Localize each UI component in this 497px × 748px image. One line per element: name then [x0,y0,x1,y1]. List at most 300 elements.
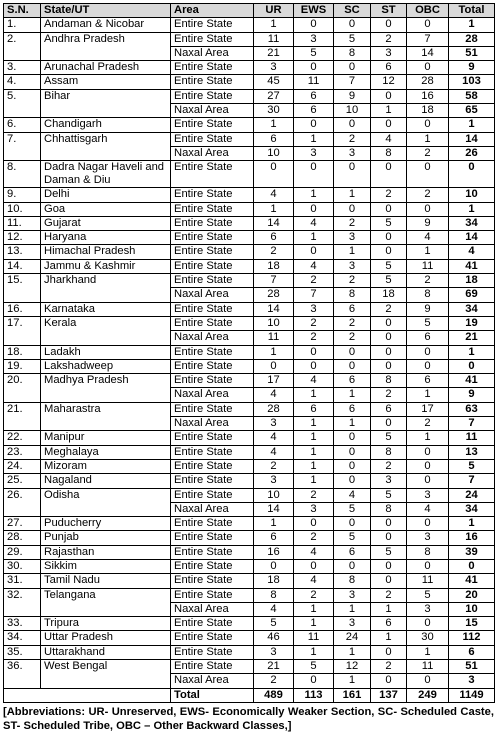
cell-st: 12 [371,75,407,89]
cell-area: Entire State [171,202,254,216]
cell-sc: 5 [334,531,371,545]
table-row [4,559,495,573]
cell-ur: 2 [254,245,294,259]
table-row [4,374,495,388]
cell-sc: 10 [334,104,371,118]
cell-ews: 2 [294,488,334,502]
cell-st: 0 [371,118,407,132]
cell-sc: 0 [334,559,371,573]
cell-st: 0 [371,417,407,431]
cell-st: 0 [371,359,407,373]
cell-sc: 8 [334,46,371,60]
cell-state: Karnataka [41,302,171,316]
cell-obc: 17 [407,402,449,416]
cell-state: Andhra Pradesh [41,32,171,61]
cell-total: 10 [449,602,495,616]
cell-state: Meghalaya [41,445,171,459]
cell-sc: 0 [334,202,371,216]
cell-area: Entire State [171,431,254,445]
table-row [4,216,495,230]
cell-obc: 2 [407,146,449,160]
cell-obc: 9 [407,302,449,316]
cell-sc: 6 [334,545,371,559]
cell-area: Entire State [171,188,254,202]
cell-total: 1 [449,517,495,531]
cell-sc: 1 [334,645,371,659]
cell-total: 13 [449,445,495,459]
cell-ur: 1 [254,202,294,216]
cell-sn: 2. [4,32,41,61]
cell-sn: 12. [4,231,41,245]
cell-sn: 26. [4,488,41,517]
cell-ews: 2 [294,316,334,330]
cell-ur: 3 [254,474,294,488]
table-row [4,631,495,645]
cell-total: 51 [449,660,495,674]
cell-obc: 9 [407,216,449,230]
cell-sc: 1 [334,245,371,259]
cell-ews: 2 [294,331,334,345]
cell-ews: 11 [294,75,334,89]
cell-ur: 45 [254,75,294,89]
cell-ur: 14 [254,302,294,316]
table-row [4,89,495,103]
cell-state: Dadra Nagar Haveli and Daman & Diu [41,161,171,188]
cell-st: 0 [371,559,407,573]
cell-obc: 0 [407,202,449,216]
table-row [4,231,495,245]
cell-area: Entire State [171,359,254,373]
table-body [4,18,495,703]
cell-ews: 2 [294,274,334,288]
cell-ur: 46 [254,631,294,645]
cell-sc: 0 [334,517,371,531]
cell-ur: 10 [254,316,294,330]
cell-area: Entire State [171,459,254,473]
table-row [4,61,495,75]
cell-area: Naxal Area [171,104,254,118]
header-row [4,4,495,18]
cell-st: 0 [371,161,407,188]
cell-ur: 6 [254,132,294,146]
cell-area: Entire State [171,118,254,132]
cell-obc: 0 [407,345,449,359]
cell-st: 0 [371,89,407,103]
cell-st: 8 [371,502,407,516]
totals-sc: 161 [334,688,371,702]
cell-st: 0 [371,517,407,531]
cell-ews: 5 [294,660,334,674]
cell-state: Kerala [41,316,171,345]
totals-ews: 113 [294,688,334,702]
cell-sc: 0 [334,474,371,488]
cell-obc: 2 [407,417,449,431]
cell-state: Uttarakhand [41,645,171,659]
cell-sn: 32. [4,588,41,617]
cell-st: 4 [371,132,407,146]
cell-st: 0 [371,316,407,330]
cell-st: 8 [371,445,407,459]
cell-state: Puducherry [41,517,171,531]
cell-sn: 18. [4,345,41,359]
cell-sc: 2 [334,274,371,288]
cell-state: Mizoram [41,459,171,473]
cell-obc: 5 [407,588,449,602]
cell-st: 1 [371,631,407,645]
cell-ur: 4 [254,388,294,402]
cell-ews: 3 [294,146,334,160]
cell-st: 5 [371,431,407,445]
table-row [4,574,495,588]
cell-sc: 3 [334,146,371,160]
header-ews: EWS [294,4,334,18]
cell-ews: 0 [294,517,334,531]
cell-sc: 0 [334,345,371,359]
cell-total: 34 [449,502,495,516]
cell-area: Naxal Area [171,674,254,688]
header-ur: UR [254,4,294,18]
cell-total: 24 [449,488,495,502]
cell-obc: 4 [407,231,449,245]
cell-ur: 1 [254,517,294,531]
cell-state: Ladakh [41,345,171,359]
cell-ur: 3 [254,417,294,431]
cell-ews: 0 [294,118,334,132]
totals-blank-cell [4,688,171,702]
cell-ews: 4 [294,216,334,230]
cell-total: 15 [449,617,495,631]
cell-total: 1 [449,18,495,32]
cell-sn: 33. [4,617,41,631]
cell-obc: 3 [407,488,449,502]
cell-state: Maharastra [41,402,171,431]
cell-ur: 8 [254,588,294,602]
cell-area: Entire State [171,402,254,416]
cell-total: 63 [449,402,495,416]
cell-ur: 3 [254,61,294,75]
table-row [4,161,495,188]
cell-sn: 31. [4,574,41,588]
cell-ews: 1 [294,417,334,431]
cell-obc: 2 [407,188,449,202]
cell-sc: 7 [334,75,371,89]
cell-ur: 2 [254,674,294,688]
cell-sc: 0 [334,118,371,132]
cell-st: 8 [371,146,407,160]
table-row [4,32,495,46]
cell-obc: 14 [407,46,449,60]
cell-st: 6 [371,61,407,75]
cell-ews: 1 [294,132,334,146]
cell-total: 112 [449,631,495,645]
cell-state: Nagaland [41,474,171,488]
cell-ews: 0 [294,345,334,359]
cell-obc: 2 [407,274,449,288]
cell-st: 2 [371,459,407,473]
table-row [4,245,495,259]
cell-ews: 4 [294,545,334,559]
cell-sc: 5 [334,32,371,46]
cell-total: 21 [449,331,495,345]
cell-state: West Bengal [41,660,171,689]
cell-obc: 3 [407,531,449,545]
header-obc: OBC [407,4,449,18]
cell-obc: 18 [407,104,449,118]
cell-ews: 3 [294,32,334,46]
totals-label: Total [171,688,254,702]
cell-state: Chhattisgarh [41,132,171,161]
cell-obc: 0 [407,617,449,631]
cell-ur: 18 [254,574,294,588]
cell-ews: 1 [294,188,334,202]
cell-sc: 0 [334,61,371,75]
cell-obc: 0 [407,445,449,459]
cell-ews: 0 [294,559,334,573]
cell-sn: 16. [4,302,41,316]
cell-area: Naxal Area [171,46,254,60]
cell-sn: 23. [4,445,41,459]
cell-total: 41 [449,259,495,273]
cell-total: 6 [449,645,495,659]
cell-area: Entire State [171,161,254,188]
cell-area: Entire State [171,617,254,631]
cell-area: Entire State [171,588,254,602]
cell-ur: 4 [254,431,294,445]
cell-obc: 0 [407,559,449,573]
cell-sn: 10. [4,202,41,216]
table-row [4,132,495,146]
cell-total: 34 [449,216,495,230]
cell-ews: 1 [294,445,334,459]
cell-area: Entire State [171,474,254,488]
cell-total: 10 [449,188,495,202]
cell-area: Entire State [171,274,254,288]
cell-ews: 1 [294,602,334,616]
cell-st: 0 [371,231,407,245]
abbreviations-note: [Abbreviations: UR- Unreserved, EWS- Economically Weaker Section, SC- Scheduled Caste, ST- Scheduled Tribe, OBC – Other Backward Classes,] [3,706,494,732]
cell-sc: 0 [334,161,371,188]
table-row [4,274,495,288]
cell-sc: 2 [334,216,371,230]
table-row [4,302,495,316]
cell-area: Naxal Area [171,417,254,431]
cell-area: Entire State [171,231,254,245]
cell-ur: 0 [254,161,294,188]
cell-st: 5 [371,488,407,502]
cell-ur: 11 [254,32,294,46]
cell-area: Entire State [171,660,254,674]
cell-ews: 11 [294,631,334,645]
cell-ews: 1 [294,231,334,245]
cell-state: Tamil Nadu [41,574,171,588]
totals-st: 137 [371,688,407,702]
cell-sn: 6. [4,118,41,132]
table-row [4,316,495,330]
cell-area: Naxal Area [171,146,254,160]
cell-total: 65 [449,104,495,118]
cell-sc: 0 [334,445,371,459]
cell-st: 3 [371,46,407,60]
cell-st: 0 [371,345,407,359]
cell-sc: 1 [334,417,371,431]
cell-ews: 0 [294,202,334,216]
cell-obc: 16 [407,89,449,103]
cell-total: 20 [449,588,495,602]
cell-obc: 0 [407,459,449,473]
header-area: Area [171,4,254,18]
cell-obc: 1 [407,431,449,445]
table-row [4,359,495,373]
cell-area: Entire State [171,18,254,32]
cell-ews: 3 [294,302,334,316]
table-row [4,202,495,216]
cell-st: 0 [371,18,407,32]
totals-ur: 489 [254,688,294,702]
cell-sn: 36. [4,660,41,689]
cell-area: Entire State [171,517,254,531]
cell-st: 2 [371,302,407,316]
cell-ur: 5 [254,617,294,631]
cell-state: Telangana [41,588,171,617]
cell-total: 51 [449,46,495,60]
cell-obc: 1 [407,645,449,659]
table-row [4,459,495,473]
cell-area: Naxal Area [171,388,254,402]
cell-sc: 2 [334,132,371,146]
table-row [4,545,495,559]
cell-sn: 3. [4,61,41,75]
cell-st: 6 [371,617,407,631]
cell-obc: 11 [407,660,449,674]
cell-sc: 8 [334,288,371,302]
cell-st: 5 [371,274,407,288]
cell-ur: 27 [254,89,294,103]
cell-ur: 21 [254,660,294,674]
cell-ur: 1 [254,18,294,32]
cell-st: 1 [371,602,407,616]
cell-sc: 2 [334,331,371,345]
header-state: State/UT [41,4,171,18]
cell-st: 5 [371,216,407,230]
cell-ews: 1 [294,474,334,488]
cell-area: Naxal Area [171,331,254,345]
cell-ews: 1 [294,431,334,445]
cell-total: 0 [449,559,495,573]
table-row [4,445,495,459]
cell-ur: 6 [254,231,294,245]
cell-obc: 1 [407,245,449,259]
table-row [4,18,495,32]
header-total: Total [449,4,495,18]
table-row [4,118,495,132]
table-row [4,645,495,659]
cell-st: 0 [371,574,407,588]
cell-sn: 35. [4,645,41,659]
cell-st: 5 [371,259,407,273]
cell-total: 4 [449,245,495,259]
cell-total: 1 [449,118,495,132]
cell-st: 0 [371,245,407,259]
cell-obc: 0 [407,161,449,188]
cell-obc: 3 [407,602,449,616]
cell-ews: 1 [294,388,334,402]
cell-ur: 30 [254,104,294,118]
cell-state: Jammu & Kashmir [41,259,171,273]
cell-total: 39 [449,545,495,559]
cell-obc: 0 [407,118,449,132]
cell-ur: 10 [254,146,294,160]
cell-obc: 0 [407,61,449,75]
cell-sc: 0 [334,359,371,373]
cell-state: Madhya Pradesh [41,374,171,403]
cell-total: 41 [449,574,495,588]
cell-st: 2 [371,588,407,602]
cell-sc: 4 [334,488,371,502]
cell-ur: 16 [254,545,294,559]
cell-ews: 4 [294,259,334,273]
cell-ur: 11 [254,331,294,345]
cell-sn: 15. [4,274,41,303]
cell-sc: 3 [334,588,371,602]
cell-ews: 5 [294,46,334,60]
cell-ews: 6 [294,402,334,416]
cell-state: Bihar [41,89,171,118]
cell-state: Uttar Pradesh [41,631,171,645]
cell-obc: 5 [407,316,449,330]
cell-area: Naxal Area [171,602,254,616]
totals-row [4,688,495,702]
cell-st: 0 [371,645,407,659]
cell-total: 11 [449,431,495,445]
cell-ur: 6 [254,531,294,545]
cell-st: 0 [371,202,407,216]
cell-ews: 0 [294,674,334,688]
cell-area: Naxal Area [171,288,254,302]
cell-obc: 0 [407,474,449,488]
cell-total: 9 [449,61,495,75]
cell-state: Manipur [41,431,171,445]
cell-sn: 30. [4,559,41,573]
cell-total: 1 [449,345,495,359]
cell-sc: 0 [334,18,371,32]
cell-obc: 28 [407,75,449,89]
cell-ews: 0 [294,61,334,75]
cell-area: Entire State [171,345,254,359]
cell-st: 18 [371,288,407,302]
cell-sn: 34. [4,631,41,645]
cell-ews: 0 [294,18,334,32]
cell-total: 9 [449,388,495,402]
cell-sn: 1. [4,18,41,32]
cell-st: 3 [371,474,407,488]
cell-total: 28 [449,32,495,46]
cell-total: 7 [449,417,495,431]
cell-ews: 2 [294,531,334,545]
cell-st: 0 [371,531,407,545]
cell-obc: 0 [407,359,449,373]
cell-ur: 28 [254,402,294,416]
cell-state: Himachal Pradesh [41,245,171,259]
cell-ews: 3 [294,502,334,516]
cell-ews: 1 [294,617,334,631]
cell-total: 58 [449,89,495,103]
cell-total: 69 [449,288,495,302]
cell-state: Arunachal Pradesh [41,61,171,75]
cell-ur: 21 [254,46,294,60]
cell-area: Entire State [171,132,254,146]
cell-sn: 24. [4,459,41,473]
cell-sc: 2 [334,316,371,330]
